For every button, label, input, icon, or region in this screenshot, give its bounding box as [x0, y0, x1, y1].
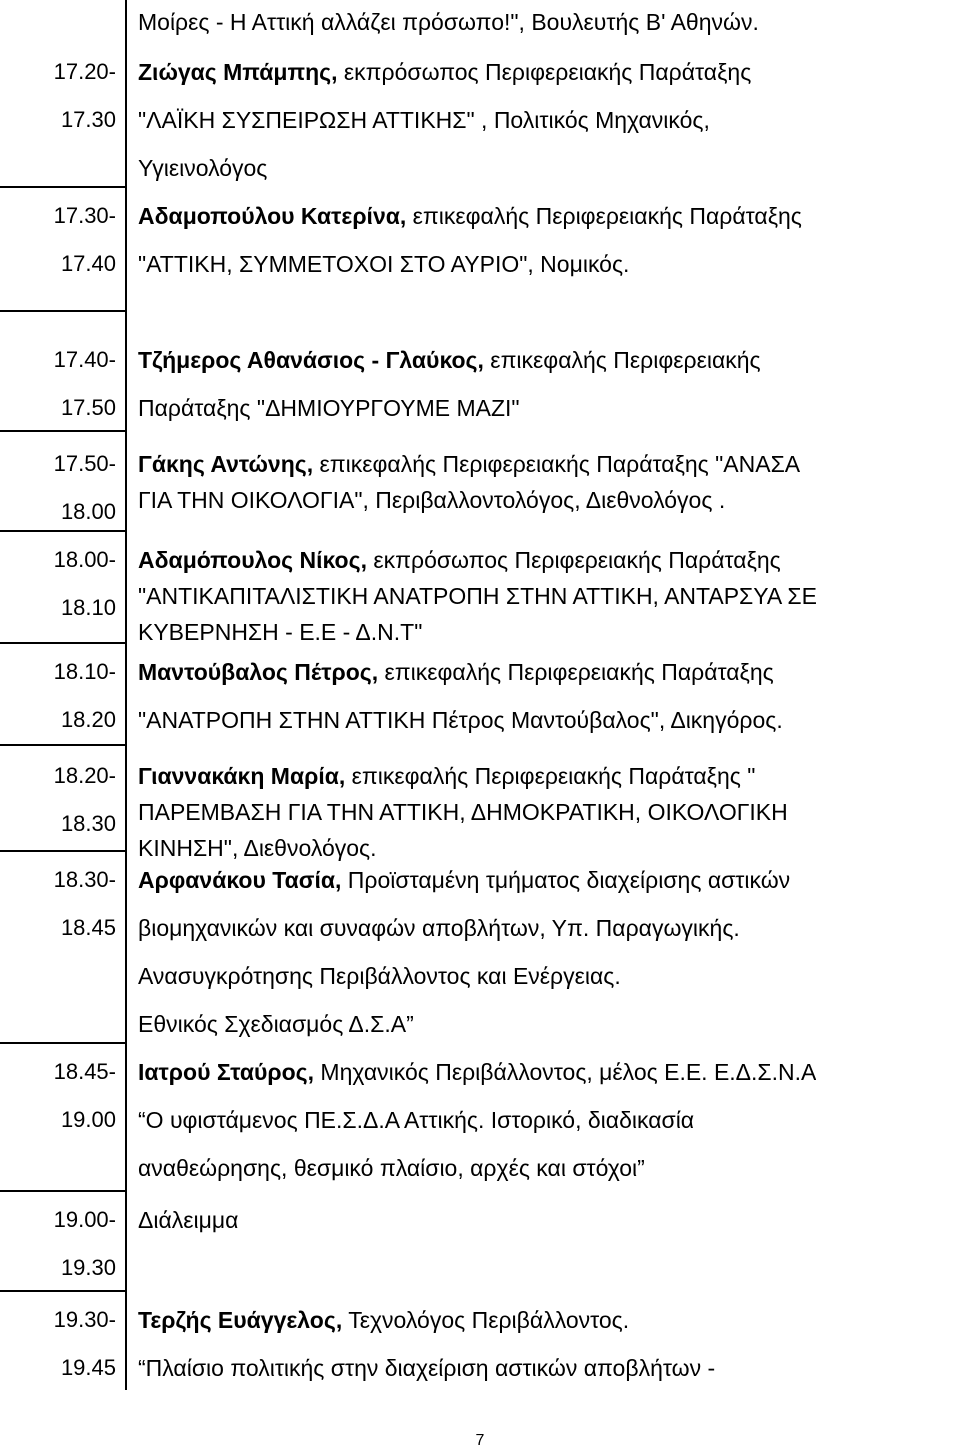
description-text: αναθεώρησης, θεσμικό πλαίσιο, αρχές και στόχοι” [138, 1155, 645, 1181]
description-line [138, 614, 422, 650]
description-text: Εθνικός Σχεδιασμός Δ.Σ.Α” [138, 1011, 414, 1037]
description-line [138, 794, 788, 830]
description-line [138, 578, 817, 614]
description-text: Μηχανικός Περιβάλλοντος, μέλος Ε.Ε. Ε.Δ.Σ.Ν.Α [314, 1059, 817, 1085]
description-text: ΓΙΑ ΤΗΝ ΟΙΚΟΛΟΓΙΑ", Περιβαλλοντολόγος, Διεθνολόγος . [138, 487, 726, 513]
time-start: 17.40- [53, 347, 116, 372]
description-line [138, 958, 621, 994]
time-start: 19.00- [53, 1207, 116, 1232]
speaker-name: Ζιώγας Μπάμπης, [138, 59, 338, 85]
speaker-name: Μαντούβαλος Πέτρος, [138, 659, 379, 685]
speaker-name: Γιαννακάκη Μαρία, [138, 763, 346, 789]
description-text: ΠΑΡΕΜΒΑΣΗ ΓΙΑ ΤΗΝ ΑΤΤΙΚΗ, ΔΗΜΟΚΡΑΤΙΚΗ, ΟΙΚΟΛΟΓΙΚΗ [138, 799, 788, 825]
page-number: 7 [475, 1432, 485, 1449]
time-end: 18.10 [60, 595, 116, 620]
description-line [138, 102, 710, 138]
row-divider [0, 186, 127, 188]
description-text: επικεφαλής Περιφερειακής Παράταξης [378, 659, 774, 685]
description-text: εκπρόσωπος Περιφερειακής Παράταξης [337, 59, 752, 85]
description-text: εκπρόσωπος Περιφερειακής Παράταξης [366, 547, 781, 573]
time-start: 18.45- [53, 1059, 116, 1084]
description-line [138, 1102, 694, 1138]
time-slot [0, 1296, 116, 1392]
description-text: "ΑΝΑΤΡΟΠΗ ΣΤΗΝ ΑΤΤΙΚΗ Πέτρος Μαντούβαλος", Δικηγόρος. [138, 707, 783, 733]
time-end: 19.00 [60, 1107, 116, 1132]
description-text: επικεφαλής Περιφερειακής Παράταξης [406, 203, 802, 229]
time-slot [0, 1196, 116, 1292]
description-line [138, 830, 377, 866]
time-end: 17.30 [60, 107, 116, 132]
description-text: "ΑΤΤΙΚΗ, ΣΥΜΜΕΤΟΧΟΙ ΣΤΟ ΑΥΡΙΟ", Νομικός. [138, 251, 630, 277]
time-slot [0, 336, 116, 432]
description-text: "ΛΑΪΚΗ ΣΥΣΠΕΙΡΩΣΗ ΑΤΤΙΚΗΣ" , Πολιτικός Μηχανικός, [138, 107, 710, 133]
speaker-name: Αδαμόπουλος Νίκος, [138, 547, 367, 573]
speaker-name: Γάκης Αντώνης, [138, 451, 314, 477]
description-text: “Πλαίσιο πολιτικής στην διαχείριση αστικών αποβλήτων - [138, 1355, 716, 1381]
time-start: 19.30- [53, 1307, 116, 1332]
description-text: βιομηχανικών και συναφών αποβλήτων, Υπ. Παραγωγικής. [138, 915, 740, 941]
description-line [138, 1150, 645, 1186]
description-text: επικεφαλής Περιφερειακής Παράταξης " [345, 763, 756, 789]
time-start: 18.10- [53, 659, 116, 684]
speaker-name: Αδαμοπούλου Κατερίνα, [138, 203, 407, 229]
description-text: Διάλειμμα [138, 1207, 239, 1233]
time-end: 18.30 [60, 811, 116, 836]
description-text: Ανασυγκρότησης Περιβάλλοντος και Ενέργειας. [138, 963, 621, 989]
description-line [138, 54, 751, 90]
time-start: 17.20- [53, 59, 116, 84]
description-text: Προϊσταμένη τμήματος διαχείρισης αστικών [341, 867, 791, 893]
description-text: Υγιεινολόγος [138, 155, 268, 181]
description-text: Τεχνολόγος Περιβάλλοντος. [342, 1307, 630, 1333]
description-text: ΚΙΝΗΣΗ", Διεθνολόγος. [138, 835, 377, 861]
description-line [138, 342, 761, 378]
description-text: επικεφαλής Περιφερειακής Παράταξης "ΑΝΑΣΑ [313, 451, 801, 477]
description-text: ΚΥΒΕΡΝΗΣΗ - Ε.Ε - Δ.Ν.Τ" [138, 619, 423, 645]
description-line [138, 1350, 715, 1386]
description-line [138, 246, 629, 282]
time-slot [0, 48, 116, 144]
description-line [138, 910, 740, 946]
time-slot [0, 856, 116, 952]
time-slot [0, 192, 116, 288]
row-divider [0, 530, 127, 532]
description-line [138, 542, 781, 578]
speaker-name: Τζήμερος Αθανάσιος - Γλαύκος, [138, 347, 484, 373]
time-slot [0, 536, 116, 632]
description-line [138, 702, 783, 738]
row-divider [0, 744, 127, 746]
description-text: επικεφαλής Περιφερειακής [483, 347, 761, 373]
time-end: 18.00 [60, 499, 116, 524]
row-divider [0, 430, 127, 432]
speaker-name: Αρφανάκου Τασία, [138, 867, 342, 893]
row-divider [0, 850, 127, 852]
description-line [138, 390, 520, 426]
description-line [138, 482, 725, 518]
time-slot [0, 1048, 116, 1144]
description-line [138, 198, 802, 234]
row-divider [0, 1290, 127, 1292]
speaker-name: Τερζής Ευάγγελος, [138, 1307, 343, 1333]
description-line [138, 446, 800, 482]
description-line [138, 1054, 816, 1090]
row-divider [0, 642, 127, 644]
description-text: "ΑΝΤΙΚΑΠΙΤΑΛΙΣΤΙΚΗ ΑΝΑΤΡΟΠΗ ΣΤΗΝ ΑΤΤΙΚΗ, ΑΝΤΑΡΣΥΑ ΣΕ [138, 583, 817, 609]
time-end: 17.50 [60, 395, 116, 420]
description-line [138, 862, 790, 898]
time-start: 18.20- [53, 763, 116, 788]
time-end: 18.20 [60, 707, 116, 732]
time-slot [0, 440, 116, 536]
description-line [138, 654, 774, 690]
time-end: 19.45 [60, 1355, 116, 1380]
time-slot [0, 648, 116, 744]
time-end: 18.45 [60, 915, 116, 940]
time-start: 18.30- [53, 867, 116, 892]
row-divider [0, 1042, 127, 1044]
column-divider [125, 0, 127, 1390]
time-start: 17.30- [53, 203, 116, 228]
row-divider [0, 310, 127, 312]
time-start: 18.00- [53, 547, 116, 572]
description-line [138, 1202, 238, 1238]
time-slot [0, 752, 116, 848]
description-text: “Ο υφιστάμενος ΠΕ.Σ.Δ.Α Αττικής. Ιστορικό, διαδικασία [138, 1107, 695, 1133]
description-line [138, 1006, 414, 1042]
intro-line: Μοίρες - Η Αττική αλλάζει πρόσωπο!", Βουλευτής Β' Αθηνών. [138, 9, 759, 35]
description-text: Παράταξης "ΔΗΜΙΟΥΡΓΟΥΜΕ ΜΑΖΙ" [138, 395, 520, 421]
row-divider [0, 1190, 127, 1192]
time-end: 19.30 [60, 1255, 116, 1280]
description-line [138, 1302, 629, 1338]
description-line [138, 758, 755, 794]
time-start: 17.50- [53, 451, 116, 476]
speaker-name: Ιατρού Σταύρος, [138, 1059, 315, 1085]
description-line [138, 150, 267, 186]
time-end: 17.40 [60, 251, 116, 276]
